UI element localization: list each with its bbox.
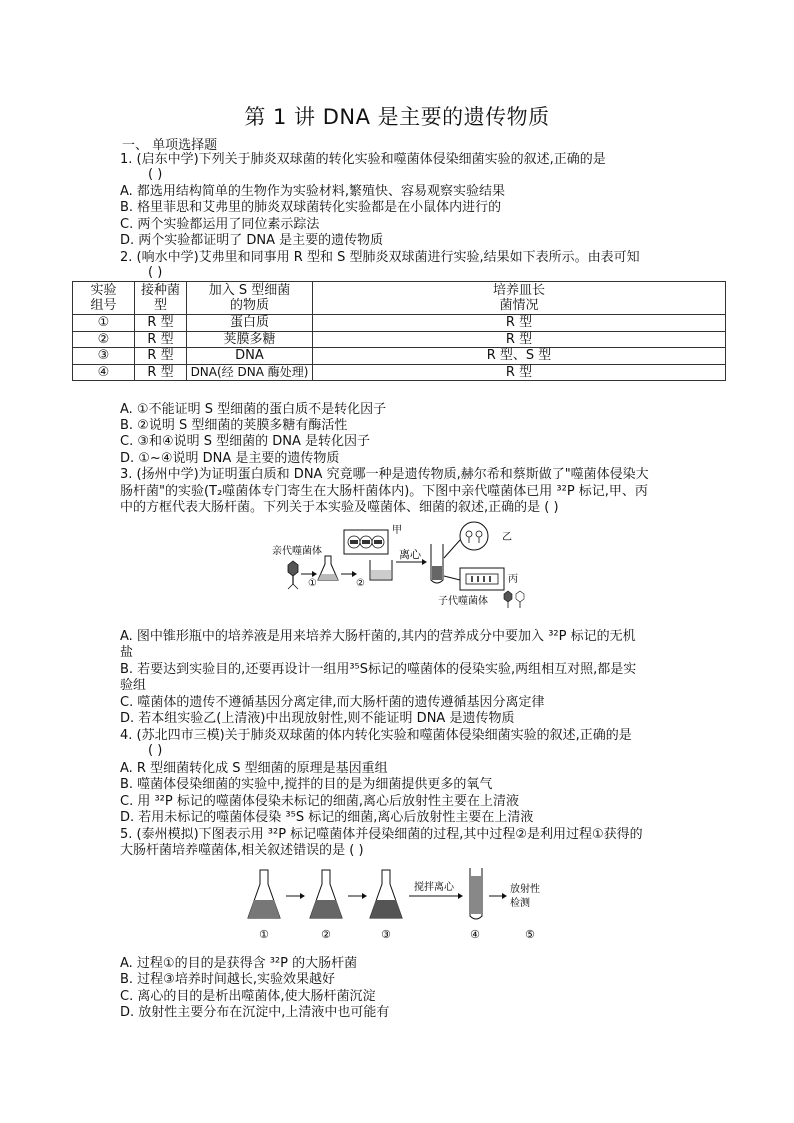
- step1-label: ①: [308, 578, 317, 589]
- header-group: 实验 组号: [73, 282, 135, 315]
- q1-option-d: D. 两个实验都证明了 DNA 是主要的遗传物质: [120, 233, 384, 248]
- sediment-icon: [432, 566, 442, 580]
- centrifuge-label: 离心: [399, 548, 421, 561]
- q3-stem-line1: 3. (扬州中学)为证明蛋白质和 DNA 究竟哪一种是遗传物质,赫尔希和蔡斯做了"噬菌体侵染大: [120, 467, 649, 482]
- medium-icon: [318, 574, 338, 580]
- experiment-table: [72, 281, 726, 381]
- q4-option-c: C. 用 ³²P 标记的噬菌体侵染未标记的细菌,离心后放射性主要在上清液: [120, 794, 520, 809]
- q3-stem-line2: 肠杆菌"的实验(T₂噬菌体专门寄生在大肠杆菌体内)。下图中亲代噬菌体已用 ³²P 标记,甲、丙: [120, 484, 648, 499]
- phage-icon: [288, 561, 298, 589]
- fig-label-4: ④: [470, 928, 480, 941]
- stir-centrifuge-label: 搅拌离心: [414, 882, 454, 893]
- q3-experiment-figure: [268, 518, 540, 610]
- supernatant-yi-icon: [460, 522, 488, 550]
- table-row: [73, 348, 726, 365]
- q3-stem-line3: 中的方框代表大肠杆菌。下列关于本实验及噬菌体、细菌的叙述,正确的是 ( ): [120, 500, 559, 515]
- arrow-icon: [444, 576, 460, 580]
- detection-label: 检测: [510, 898, 530, 909]
- table-header-row: [73, 282, 726, 315]
- cell: R 型: [313, 364, 726, 381]
- cell: ①: [73, 315, 135, 332]
- q5-option-d: D. 放射性主要分布在沉淀中,上清液中也可能有: [120, 1005, 390, 1020]
- table-row: [73, 315, 726, 332]
- q4-bracket: ( ): [148, 743, 163, 758]
- q2-option-a: A. ①不能证明 S 型细菌的蛋白质不是转化因子: [120, 402, 387, 417]
- section-heading: 一、 单项选择题: [122, 138, 218, 153]
- cell: R 型: [313, 331, 726, 348]
- parent-phage-label: 亲代噬菌体: [272, 546, 322, 557]
- offspring-phage-icon: [504, 591, 524, 608]
- cell: ④: [73, 364, 135, 381]
- step2-label: ②: [356, 578, 365, 589]
- flask-3-icon: [370, 870, 402, 918]
- tube-icon: [470, 868, 482, 919]
- q5-stem-line2: 大肠杆菌培养噬菌体,相关叙述错误的是 ( ): [120, 843, 364, 858]
- q1-option-c: C. 两个实验都运用了同位素示踪法: [120, 217, 320, 232]
- arrow-head-icon: [312, 571, 317, 577]
- arrow-head-icon: [502, 893, 507, 899]
- arrow-head-icon: [458, 893, 463, 899]
- cell: R 型: [135, 364, 187, 381]
- q1-option-a: A. 都选用结构简单的生物作为实验材料,繁殖快、容易观察实验结果: [120, 184, 506, 199]
- beaker-liquid-icon: [371, 570, 391, 579]
- arrow-head-icon: [422, 559, 427, 565]
- q2-stem: 2. (响水中学)艾弗里和同事用 R 型和 S 型肺炎双球菌进行实验,结果如下表所示。由表可知: [120, 250, 640, 265]
- fig-label-3: ③: [381, 928, 391, 941]
- q3-option-d: D. 若本组实验乙(上清液)中出现放射性,则不能证明 DNA 是遗传物质: [120, 711, 515, 726]
- q1-bracket: ( ): [148, 167, 163, 182]
- cell: DNA: [187, 348, 313, 365]
- fig-label-5: ⑤: [525, 928, 535, 941]
- cell: R 型、S 型: [313, 348, 726, 365]
- fig-label-2: ②: [321, 928, 331, 941]
- cell: DNA(经 DNA 酶处理): [187, 364, 313, 381]
- q2-option-d: D. ①~④说明 DNA 是主要的遗传物质: [120, 451, 340, 466]
- cell: 蛋白质: [187, 315, 313, 332]
- q4-stem: 4. (苏北四市三模)关于肺炎双球菌的体内转化实验和噬菌体侵染细菌实验的叙述,正确的是: [120, 728, 632, 743]
- q2-option-b: B. ②说明 S 型细菌的荚膜多糖有酶活性: [120, 418, 348, 433]
- q5-process-figure: [246, 866, 556, 942]
- cell: R 型: [135, 331, 187, 348]
- q4-option-a: A. R 型细菌转化成 S 型细菌的原理是基因重组: [120, 761, 388, 776]
- q4-option-d: D. 若用未标记的噬菌体侵染 ³⁵S 标记的细菌,离心后放射性主要在上清液: [120, 810, 534, 825]
- header-strain: 接种菌 型: [135, 282, 187, 315]
- q2-bracket: ( ): [148, 265, 163, 280]
- arrow-head-icon: [300, 893, 305, 899]
- table-row: [73, 331, 726, 348]
- page-title: 第 1 讲 DNA 是主要的遗传物质: [244, 105, 550, 129]
- offspring-label: 子代噬菌体: [438, 596, 488, 607]
- q5-option-c: C. 离心的目的是析出噬菌体,使大肠杆菌沉淀: [120, 989, 376, 1004]
- yi-label: 乙: [502, 532, 512, 543]
- q1-stem: 1. (启东中学)下列关于肺炎双球菌的转化实验和噬菌体侵染细菌实验的叙述,正确的是: [120, 152, 606, 167]
- q3-option-c: C. 噬菌体的遗传不遵循基因分离定律,而大肠杆菌的遗传遵循基因分离定律: [120, 695, 545, 710]
- flask-2-icon: [310, 870, 342, 918]
- cell: ②: [73, 331, 135, 348]
- header-substance: 加入 S 型细菌 的物质: [187, 282, 313, 315]
- flask-1-icon: [248, 870, 280, 918]
- q3-option-a: A. 图中锥形瓶中的培养液是用来培养大肠杆菌的,其内的营养成分中要加入 ³²P 标记的无机: [120, 629, 636, 644]
- jia-label: 甲: [392, 525, 402, 536]
- cell: ③: [73, 348, 135, 365]
- arrow-head-icon: [352, 571, 357, 577]
- radioactivity-label: 放射性: [510, 884, 540, 895]
- q1-option-b: B. 格里菲思和艾弗里的肺炎双球菌转化实验都是在小鼠体内进行的: [120, 200, 502, 215]
- arrow-head-icon: [362, 893, 367, 899]
- q2-option-c: C. ③和④说明 S 型细菌的 DNA 是转化因子: [120, 434, 371, 449]
- q5-option-a: A. 过程①的目的是获得含 ³²P 的大肠杆菌: [120, 956, 358, 971]
- q3-option-b: B. 若要达到实验目的,还要再设计一组用³⁵S标记的噬菌体的侵染实验,两组相互对照,都是实: [120, 662, 637, 677]
- dish-jia-icon: [344, 530, 388, 554]
- q3-option-b-cont: 验组: [120, 678, 147, 693]
- header-result: 培养皿长 菌情况: [313, 282, 726, 315]
- arrow-icon: [444, 540, 460, 558]
- fig-label-1: ①: [259, 928, 269, 941]
- cell: R 型: [135, 348, 187, 365]
- cell: R 型: [313, 315, 726, 332]
- q4-option-b: B. 噬菌体侵染细菌的实验中,搅拌的目的是为细菌提供更多的氧气: [120, 777, 493, 792]
- q5-stem-line1: 5. (泰州模拟)下图表示用 ³²P 标记噬菌体并侵染细菌的过程,其中过程②是利用过程①获得的: [120, 827, 643, 842]
- q3-option-a-cont: 盐: [120, 645, 134, 660]
- cell: 荚膜多糖: [187, 331, 313, 348]
- bing-label: 丙: [508, 574, 518, 585]
- q5-option-b: B. 过程③培养时间越长,实验效果越好: [120, 972, 335, 987]
- table-row: [73, 364, 726, 381]
- sediment-bing-icon: [460, 568, 504, 590]
- cell: R 型: [135, 315, 187, 332]
